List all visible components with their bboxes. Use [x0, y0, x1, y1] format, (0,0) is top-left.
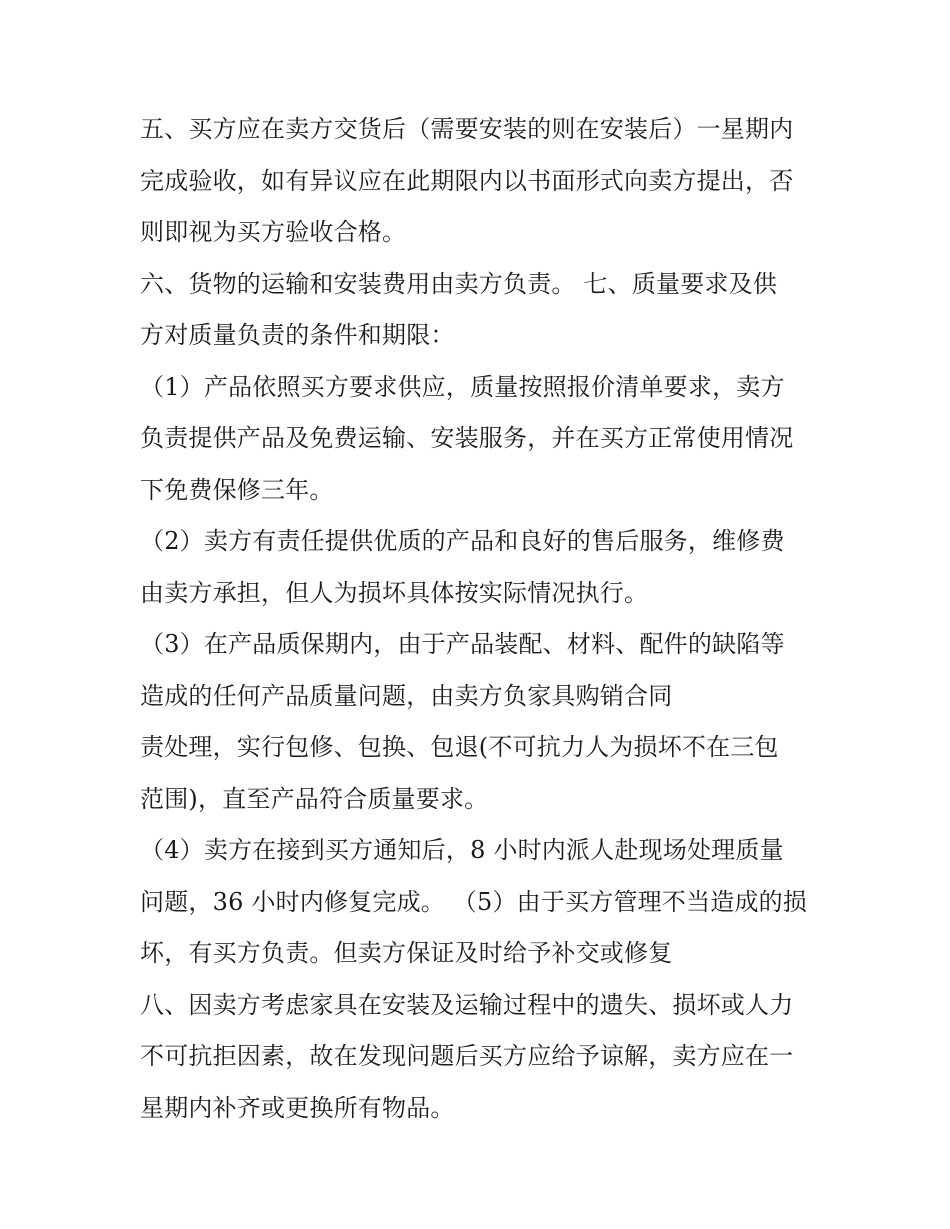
text-line: 星期内补齐或更换所有物品。 — [140, 1093, 455, 1122]
text-line: 六、货物的运输和安装费用由卖方负责。 七、质量要求及供 — [140, 269, 778, 298]
text-line: （4）卖方在接到买方通知后，8 小时内派人赴现场处理质量 — [140, 836, 784, 864]
text-line: （1）产品依照买方要求供应，质量按照报价清单要求，卖方 — [140, 372, 785, 401]
text-line: 完成验收，如有异议应在此期限内以书面形式向卖方提出，否 — [140, 166, 794, 195]
text-line: 范围)，直至产品符合质量要求。 — [140, 784, 489, 813]
text-line: （3）在产品质保期内，由于产品装配、材料、配件的缺陷等 — [140, 630, 785, 658]
text-line: 责处理，实行包修、包换、包退(不可抗力人为损坏不在三包 — [140, 733, 779, 761]
text-line: 负责提供产品及免费运输、安装服务，并在买方正常使用情况 — [140, 424, 794, 452]
text-line: 则即视为买方验收合格。 — [140, 218, 407, 246]
document-body — [140, 104, 830, 1134]
text-line: 由卖方承担，但人为损坏具体按实际情况执行。 — [140, 578, 649, 607]
text-line: （2）卖方有责任提供优质的产品和良好的售后服务，维修费 — [140, 527, 785, 555]
text-line: 造成的任何产品质量问题，由卖方负家具购销合同 — [140, 681, 673, 710]
text-line: 八、因卖方考虑家具在安装及运输过程中的遗失、损坏或人力 — [140, 990, 794, 1019]
text-line: 坏，有买方负责。但卖方保证及时给予补交或修复 — [140, 939, 673, 967]
text-line: 问题，36 小时内修复完成。 （5）由于买方管理不当造成的损 — [140, 887, 808, 916]
text-line: 五、买方应在卖方交货后（需要安装的则在安装后）一星期内 — [140, 115, 794, 143]
text-line: 不可抗拒因素，故在发现问题后买方应给予谅解，卖方应在一 — [140, 1042, 794, 1070]
text-line: 下免费保修三年。 — [140, 475, 334, 504]
text-line: 方对质量负责的条件和期限： — [140, 321, 455, 349]
